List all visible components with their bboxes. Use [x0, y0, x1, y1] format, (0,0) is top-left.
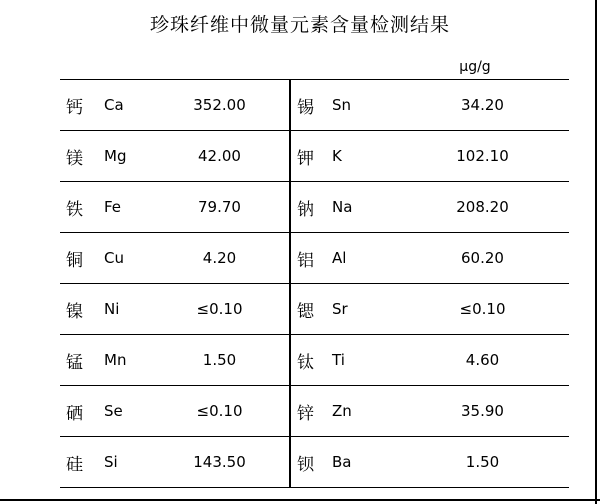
element-value: 35.90: [396, 386, 569, 437]
element-symbol: Cu: [98, 233, 150, 284]
element-value: 4.60: [396, 335, 569, 386]
element-value: 79.70: [150, 182, 290, 233]
element-name: 镁: [60, 131, 98, 182]
element-name: 硅: [60, 437, 98, 488]
element-value: 34.20: [396, 80, 569, 131]
element-name: 锌: [290, 386, 326, 437]
table-row: [60, 284, 569, 335]
element-name: 锰: [60, 335, 98, 386]
element-value: 1.50: [150, 335, 290, 386]
element-symbol: Al: [326, 233, 396, 284]
table-row: [60, 80, 569, 131]
element-symbol: Sr: [326, 284, 396, 335]
element-name: 铝: [290, 233, 326, 284]
element-symbol: Ba: [326, 437, 396, 488]
frame-right-border: [595, 0, 597, 504]
element-name: 铜: [60, 233, 98, 284]
element-symbol: Si: [98, 437, 150, 488]
element-value: 42.00: [150, 131, 290, 182]
element-value: 208.20: [396, 182, 569, 233]
element-name: 硒: [60, 386, 98, 437]
element-value: 102.10: [396, 131, 569, 182]
element-name: 钙: [60, 80, 98, 131]
element-value: ≤0.10: [150, 284, 290, 335]
element-symbol: Ni: [98, 284, 150, 335]
unit-label: μg/g: [459, 59, 491, 75]
element-symbol: Ti: [326, 335, 396, 386]
element-value: 60.20: [396, 233, 569, 284]
element-name: 钠: [290, 182, 326, 233]
element-symbol: Sn: [326, 80, 396, 131]
element-value: 1.50: [396, 437, 569, 488]
element-name: 钛: [290, 335, 326, 386]
element-symbol: K: [326, 131, 396, 182]
element-symbol: Se: [98, 386, 150, 437]
element-symbol: Ca: [98, 80, 150, 131]
element-symbol: Zn: [326, 386, 396, 437]
table-row: [60, 233, 569, 284]
table-row: [60, 182, 569, 233]
table-row: [60, 131, 569, 182]
frame-bottom-border: [0, 499, 600, 501]
table-row: [60, 386, 569, 437]
element-value: 143.50: [150, 437, 290, 488]
element-name: 钾: [290, 131, 326, 182]
element-symbol: Mn: [98, 335, 150, 386]
element-value: 352.00: [150, 80, 290, 131]
element-name: 锶: [290, 284, 326, 335]
element-symbol: Na: [326, 182, 396, 233]
element-symbol: Mg: [98, 131, 150, 182]
element-value: ≤0.10: [150, 386, 290, 437]
element-symbol: Fe: [98, 182, 150, 233]
element-name: 镍: [60, 284, 98, 335]
table-row: [60, 437, 569, 488]
element-name: 钡: [290, 437, 326, 488]
element-name: 铁: [60, 182, 98, 233]
table-row: [60, 335, 569, 386]
document-title: 珍珠纤维中微量元素含量检测结果: [149, 14, 450, 36]
element-name: 锡: [290, 80, 326, 131]
element-value: 4.20: [150, 233, 290, 284]
element-value: ≤0.10: [396, 284, 569, 335]
results-table: [60, 79, 569, 488]
